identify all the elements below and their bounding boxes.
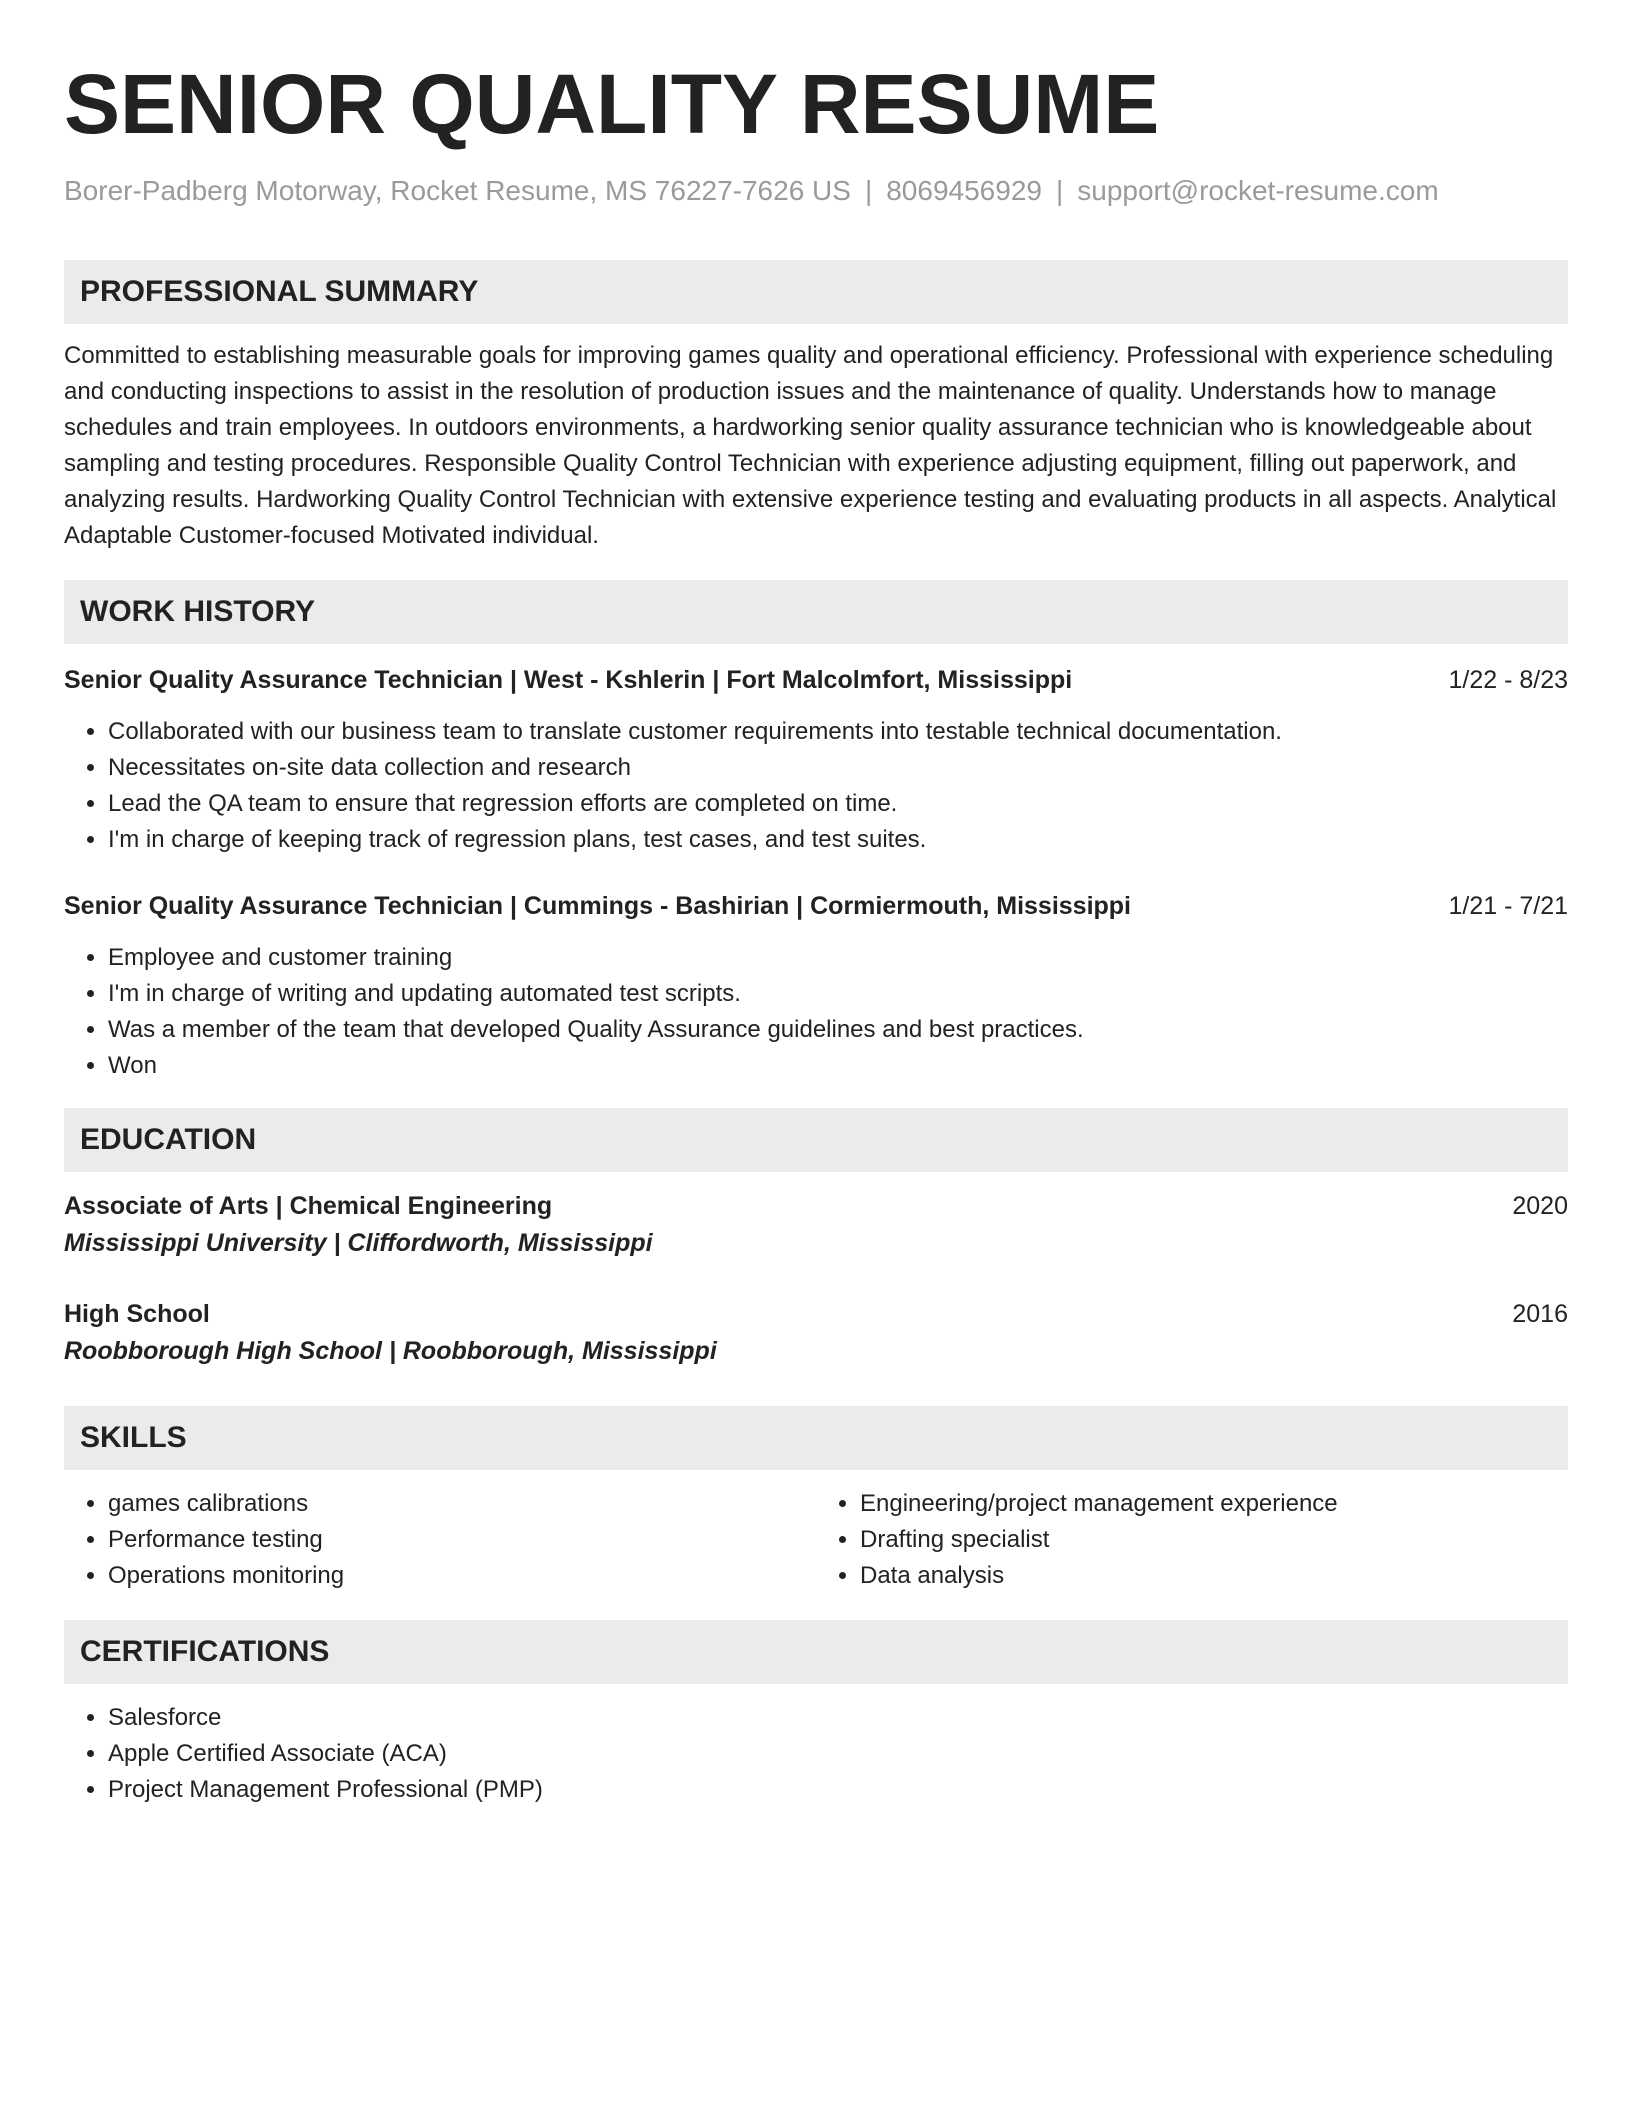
job-bullet: • Was a member of the team that developed Quality Assurance guidelines and best practices. [108, 1012, 1568, 1048]
section-header-skills: SKILLS [64, 1406, 1568, 1470]
certifications-list [64, 1700, 1568, 1808]
education-heading-row [64, 1296, 1568, 1332]
skill-item: • Data analysis [860, 1558, 1568, 1594]
contact-line [64, 174, 1568, 208]
job-heading: Senior Quality Assurance Technician | Cummings - Bashirian | Cormiermouth, Mississippi [64, 892, 1132, 920]
section-header-certifications: CERTIFICATIONS [64, 1620, 1568, 1684]
contact-separator: | [1055, 175, 1064, 206]
skill-item: • Performance testing [108, 1522, 816, 1558]
education-entry [64, 1188, 1568, 1262]
section-header-work-history: WORK HISTORY [64, 580, 1568, 644]
skills-list [64, 1486, 816, 1594]
skill-item: • Drafting specialist [860, 1522, 1568, 1558]
education-school: Roobborough High School | Roobborough, Mississippi [64, 1337, 717, 1365]
resume-title: SENIOR QUALITY RESUME [64, 57, 1160, 151]
education-degree: High School [64, 1300, 210, 1328]
certification-item: • Apple Certified Associate (ACA) [108, 1736, 1568, 1772]
education-degree: Associate of Arts | Chemical Engineering [64, 1192, 553, 1220]
job-dates: 1/21 - 7/21 [1448, 892, 1568, 920]
skill-item: • Engineering/project management experience [860, 1486, 1568, 1522]
skill-item: • Operations monitoring [108, 1558, 816, 1594]
education-year: 2016 [1512, 1300, 1568, 1328]
education-year: 2020 [1512, 1192, 1568, 1220]
contact-phone: 8069456929 [886, 175, 1042, 206]
summary-text: Committed to establishing measurable goals for improving games quality and operational efficiency. Professional with experience scheduling and conducting inspections to assist in the resolution of production issues and the maintenance of quality. Understands how to manage schedules and train employees. In outdoors environments, a hardworking senior quality assurance technician who is knowledgeable about sampling and testing procedures. Responsible Quality Control Technician with experience adjusting equipment, filling out paperwork, and analyzing results. Hardworking Quality Control Technician with extensive experience testing and evaluating products in all aspects. Analytical Adaptable Customer-focused Motivated individual. [64, 342, 1557, 549]
contact-email: support@rocket-resume.com [1077, 175, 1439, 206]
education-school: Mississippi University | Cliffordworth, Mississippi [64, 1229, 653, 1257]
job-bullet: • I'm in charge of keeping track of regression plans, test cases, and test suites. [108, 822, 1568, 858]
job-bullet: • Collaborated with our business team to translate customer requirements into testable technical documentation. [108, 714, 1568, 750]
skill-item: • games calibrations [108, 1486, 816, 1522]
job-bullet: • Employee and customer training [108, 940, 1568, 976]
job-heading-row [64, 888, 1568, 924]
skills-grid [64, 1486, 1568, 1594]
contact-address: Borer-Padberg Motorway, Rocket Resume, MS 76227-7626 US [64, 175, 851, 206]
job-bullet-list [64, 714, 1568, 858]
job-dates: 1/22 - 8/23 [1448, 666, 1568, 694]
job-entry [64, 662, 1568, 858]
section-header-summary: PROFESSIONAL SUMMARY [64, 260, 1568, 324]
job-heading-row [64, 662, 1568, 698]
job-bullet: • Lead the QA team to ensure that regression efforts are completed on time. [108, 786, 1568, 822]
job-bullet: • Won [108, 1048, 1568, 1084]
skills-list [816, 1486, 1568, 1594]
certification-item: • Salesforce [108, 1700, 1568, 1736]
section-header-education: EDUCATION [64, 1108, 1568, 1172]
skills-column-right [816, 1486, 1568, 1594]
job-heading: Senior Quality Assurance Technician | West - Kshlerin | Fort Malcolmfort, Mississippi [64, 666, 1073, 694]
education-entry [64, 1296, 1568, 1370]
job-bullet: • Necessitates on-site data collection and research [108, 750, 1568, 786]
education-heading-row [64, 1188, 1568, 1224]
job-entry [64, 888, 1568, 1084]
job-bullet-list [64, 940, 1568, 1084]
certification-item: • Project Management Professional (PMP) [108, 1772, 1568, 1808]
contact-separator: | [864, 175, 873, 206]
job-bullet: • I'm in charge of writing and updating automated test scripts. [108, 976, 1568, 1012]
skills-column-left [64, 1486, 816, 1594]
